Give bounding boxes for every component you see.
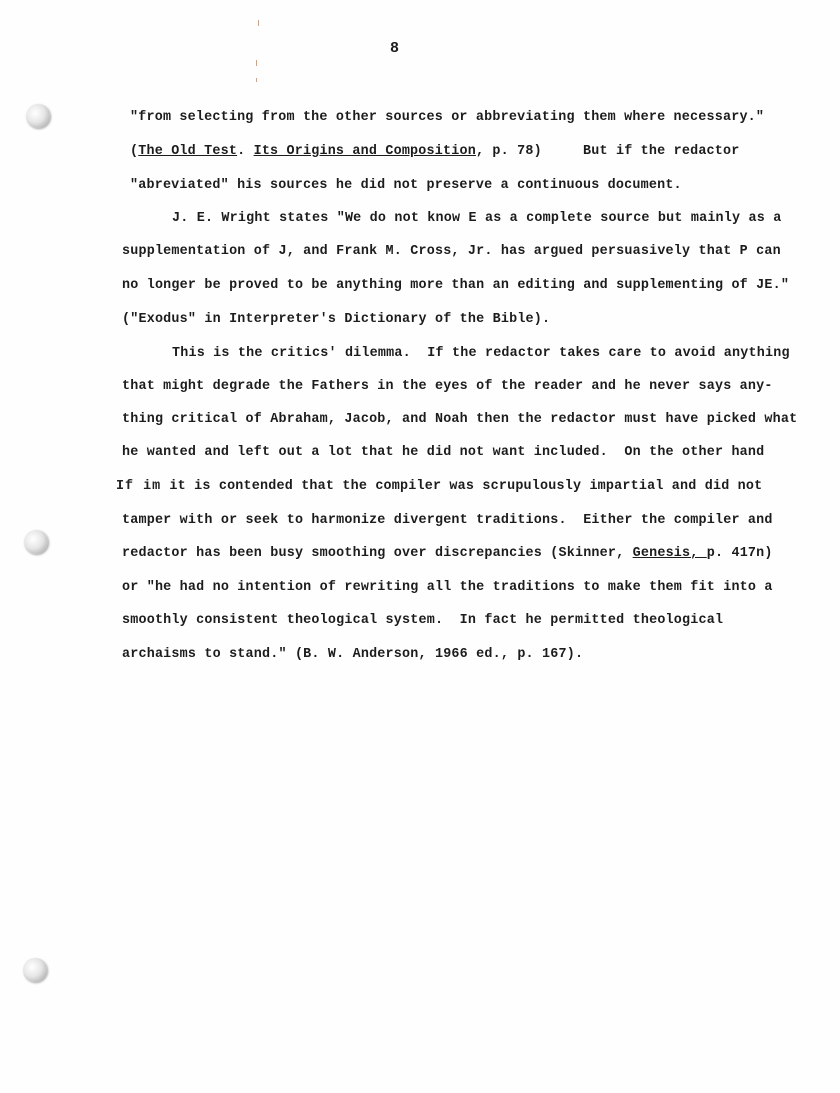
paper-speck: [258, 20, 259, 26]
text-line: [130, 109, 764, 127]
text-segment: p. 417n): [706, 546, 773, 561]
text-segment: .: [237, 144, 254, 159]
text-line: [130, 143, 740, 161]
text-segment: no longer be proved to be anything more than an editing and supplementing of JE.": [122, 278, 790, 293]
text-line: [122, 579, 773, 597]
page-number: 8: [390, 40, 400, 57]
text-line: [122, 243, 781, 261]
underlined-title: The Old Test: [138, 144, 238, 159]
text-line: [122, 444, 764, 462]
text-segment: supplementation of J, and Frank M. Cross, Jr. has argued persuasively that P can: [122, 244, 781, 259]
struck-out-text: If im: [116, 479, 162, 494]
text-segment: , p. 78) But if the redactor: [475, 144, 740, 159]
text-line: [122, 612, 723, 630]
text-line: [130, 177, 682, 195]
text-segment: thing critical of Abraham, Jacob, and Noah then the redactor must have picked what: [122, 412, 798, 427]
text-segment: (: [130, 144, 139, 159]
text-line: [122, 411, 797, 429]
text-segment: J. E. Wright states "We do not know E as a complete source but mainly as a: [172, 211, 782, 226]
text-segment: "abreviated" his sources he did not preserve a continuous document.: [130, 178, 682, 193]
text-segment: ("Exodus" in Interpreter's Dictionary of the Bible).: [122, 312, 551, 327]
text-line: [172, 210, 781, 228]
paper-speck: [256, 78, 257, 82]
text-segment: smoothly consistent theological system. In fact he permitted theological: [122, 613, 724, 628]
text-line: [122, 311, 550, 329]
text-segment: or "he had no intention of rewriting all the traditions to make them fit into a: [122, 580, 773, 595]
underlined-title: Its Origins and Composition: [253, 144, 476, 159]
paper-speck: [256, 60, 257, 66]
punch-hole-middle: [24, 530, 48, 554]
text-line: [116, 478, 762, 496]
text-line: [122, 277, 789, 295]
text-line: [122, 545, 773, 563]
text-segment: redactor has been busy smoothing over discrepancies (Skinner,: [122, 546, 633, 561]
text-segment: "from selecting from the other sources or abbreviating them where necessary.": [130, 110, 765, 125]
underlined-title: Genesis,: [632, 546, 707, 561]
text-segment: that might degrade the Fathers in the eyes of the reader and he never says any-: [122, 379, 773, 394]
text-segment: tamper with or seek to harmonize divergent traditions. Either the compiler and: [122, 513, 773, 528]
text-line: [172, 345, 790, 363]
text-line: [122, 378, 773, 396]
text-line: [122, 646, 583, 664]
text-segment: archaisms to stand." (B. W. Anderson, 1966 ed., p. 167).: [122, 647, 584, 662]
punch-hole-bottom: [23, 958, 47, 982]
text-segment: This is the critics' dilemma. If the redactor takes care to avoid anything: [172, 346, 790, 361]
text-segment: it is contended that the compiler was scrupulously impartial and did not: [161, 479, 763, 494]
punch-hole-top: [26, 104, 50, 128]
text-line: [122, 512, 773, 530]
text-segment: he wanted and left out a lot that he did not want included. On the other hand: [122, 445, 765, 460]
